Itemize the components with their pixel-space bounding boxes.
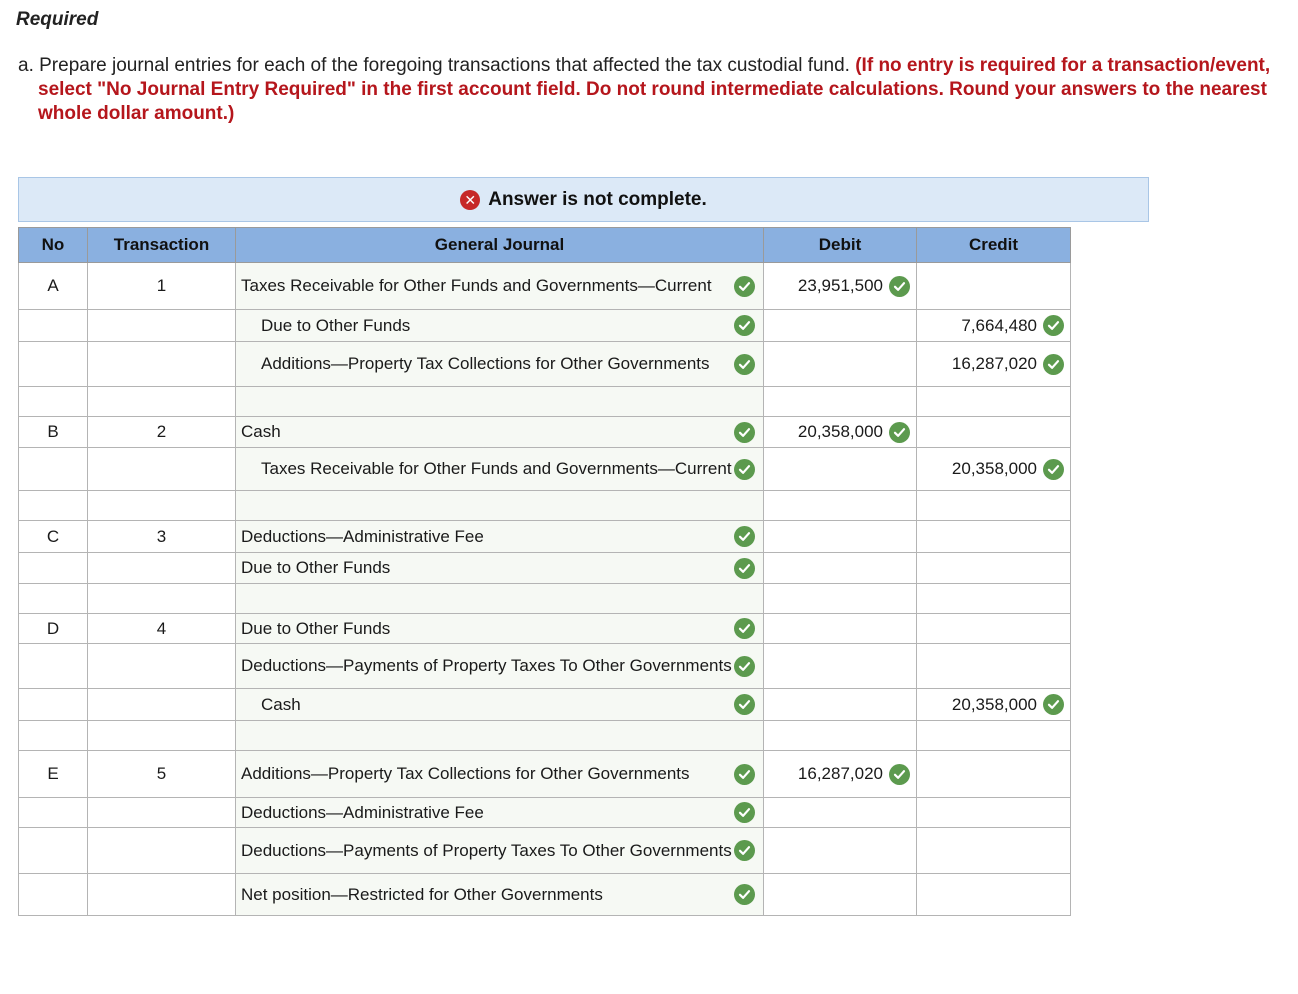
- answer-status-banner: [18, 177, 1149, 222]
- header-general-journal: General Journal: [236, 228, 764, 263]
- debit-input[interactable]: [764, 874, 917, 916]
- row-no: A: [19, 263, 88, 310]
- journal-row: [19, 614, 1071, 644]
- check-icon: [1043, 459, 1064, 480]
- credit-input[interactable]: [917, 417, 1071, 448]
- journal-row: [19, 263, 1071, 310]
- row-no: [19, 584, 88, 614]
- credit-input[interactable]: [917, 553, 1071, 584]
- account-name: Deductions—Administrative Fee: [241, 802, 484, 822]
- debit-amount: 23,951,500: [797, 276, 883, 295]
- account-name: Due to Other Funds: [241, 558, 391, 577]
- answer-status-text: Answer is not complete.: [488, 188, 707, 210]
- account-select[interactable]: [236, 828, 764, 874]
- credit-input[interactable]: [917, 644, 1071, 689]
- journal-header-row: [19, 228, 1071, 263]
- row-no: E: [19, 751, 88, 798]
- row-transaction: [88, 689, 236, 721]
- x-icon: ✕: [460, 190, 480, 210]
- credit-input[interactable]: [917, 751, 1071, 798]
- row-no: [19, 874, 88, 916]
- journal-row: [19, 310, 1071, 342]
- check-icon: [889, 422, 910, 443]
- journal-row: [19, 521, 1071, 553]
- journal-row: [19, 874, 1071, 916]
- credit-input[interactable]: [917, 448, 1071, 491]
- instructions-lead: a. Prepare journal entries for each of the foregoing transactions that affected the tax custodial fund.: [18, 55, 856, 76]
- credit-input[interactable]: [917, 798, 1071, 828]
- journal-row: [19, 448, 1071, 491]
- row-transaction: [88, 491, 236, 521]
- row-no: [19, 553, 88, 584]
- journal-row: [19, 491, 1071, 521]
- credit-input[interactable]: [917, 310, 1071, 342]
- account-select[interactable]: [236, 798, 764, 828]
- row-no: [19, 491, 88, 521]
- debit-input[interactable]: [764, 644, 917, 689]
- account-select[interactable]: [236, 263, 764, 310]
- account-name: Taxes Receivable for Other Funds and Governments—Current: [241, 276, 712, 295]
- row-no: [19, 310, 88, 342]
- header-no: No: [19, 228, 88, 263]
- instructions: [18, 54, 1280, 126]
- check-icon: [734, 459, 755, 480]
- row-transaction: [88, 721, 236, 751]
- credit-input[interactable]: [917, 874, 1071, 916]
- account-name: Deductions—Payments of Property Taxes To Other Governments: [241, 656, 732, 675]
- check-icon: [889, 764, 910, 785]
- journal-row: [19, 387, 1071, 417]
- account-name: Due to Other Funds: [241, 618, 391, 638]
- check-icon: [734, 526, 755, 547]
- debit-input[interactable]: [764, 521, 917, 553]
- journal-row: [19, 342, 1071, 387]
- row-transaction: 3: [88, 521, 236, 553]
- account-select[interactable]: [236, 387, 764, 417]
- row-transaction: 5: [88, 751, 236, 798]
- row-no: [19, 798, 88, 828]
- journal-row: [19, 584, 1071, 614]
- row-transaction: [88, 342, 236, 387]
- row-transaction: [88, 310, 236, 342]
- check-icon: [734, 802, 755, 823]
- debit-input[interactable]: [764, 689, 917, 721]
- debit-input[interactable]: [764, 584, 917, 614]
- row-no: [19, 721, 88, 751]
- row-transaction: 1: [88, 263, 236, 310]
- credit-input[interactable]: [917, 614, 1071, 644]
- row-no: [19, 644, 88, 689]
- row-transaction: [88, 553, 236, 584]
- row-no: [19, 387, 88, 417]
- account-select[interactable]: [236, 521, 764, 553]
- account-name: Taxes Receivable for Other Funds and Governments—Current: [261, 459, 732, 478]
- check-icon: [734, 764, 755, 785]
- row-transaction: [88, 387, 236, 417]
- account-name: Deductions—Payments of Property Taxes To Other Governments: [241, 840, 732, 860]
- account-select[interactable]: [236, 614, 764, 644]
- debit-input[interactable]: [764, 721, 917, 751]
- debit-input[interactable]: [764, 342, 917, 387]
- instructions-emphasis: (If no entry is required for a transaction/event, select "No Journal Entry Required" in the first account field. Do not round intermediate calculations. Round your answers to the nearest whole dollar amount.): [38, 55, 1271, 124]
- check-icon: [889, 276, 910, 297]
- row-transaction: [88, 448, 236, 491]
- journal-row: [19, 689, 1071, 721]
- check-icon: [734, 276, 755, 297]
- account-select[interactable]: [236, 584, 764, 614]
- row-no: [19, 689, 88, 721]
- row-transaction: 4: [88, 614, 236, 644]
- account-select[interactable]: [236, 417, 764, 448]
- debit-input[interactable]: [764, 751, 917, 798]
- credit-input[interactable]: [917, 828, 1071, 874]
- check-icon: [734, 558, 755, 579]
- check-icon: [734, 354, 755, 375]
- check-icon: [1043, 694, 1064, 715]
- account-select[interactable]: [236, 310, 764, 342]
- check-icon: [734, 618, 755, 639]
- account-select[interactable]: [236, 491, 764, 521]
- row-no: D: [19, 614, 88, 644]
- journal-row: [19, 721, 1071, 751]
- credit-input[interactable]: [917, 263, 1071, 310]
- debit-input[interactable]: [764, 310, 917, 342]
- header-debit: Debit: [764, 228, 917, 263]
- journal-row: [19, 644, 1071, 689]
- check-icon: [1043, 315, 1064, 336]
- credit-amount: 7,664,480: [961, 315, 1037, 335]
- check-icon: [734, 840, 755, 861]
- credit-amount: 16,287,020: [951, 354, 1037, 373]
- credit-input[interactable]: [917, 689, 1071, 721]
- check-icon: [734, 422, 755, 443]
- account-select[interactable]: [236, 553, 764, 584]
- header-credit: Credit: [917, 228, 1071, 263]
- debit-input[interactable]: [764, 491, 917, 521]
- row-no: [19, 448, 88, 491]
- row-no: B: [19, 417, 88, 448]
- row-transaction: 2: [88, 417, 236, 448]
- credit-input[interactable]: [917, 521, 1071, 553]
- row-transaction: [88, 828, 236, 874]
- debit-input[interactable]: [764, 387, 917, 417]
- row-transaction: [88, 584, 236, 614]
- account-select[interactable]: [236, 689, 764, 721]
- account-name: Additions—Property Tax Collections for Other Governments: [261, 354, 710, 373]
- row-transaction: [88, 644, 236, 689]
- account-select[interactable]: [236, 751, 764, 798]
- check-icon: [734, 884, 755, 905]
- debit-input[interactable]: [764, 828, 917, 874]
- journal-row: [19, 417, 1071, 448]
- debit-input[interactable]: [764, 263, 917, 310]
- credit-input[interactable]: [917, 491, 1071, 521]
- row-no: [19, 342, 88, 387]
- credit-input[interactable]: [917, 584, 1071, 614]
- debit-input[interactable]: [764, 417, 917, 448]
- check-icon: [1043, 354, 1064, 375]
- account-select[interactable]: [236, 448, 764, 491]
- journal-row: [19, 553, 1071, 584]
- row-transaction: [88, 874, 236, 916]
- account-name: Cash: [261, 694, 301, 714]
- account-select[interactable]: [236, 342, 764, 387]
- check-icon: [734, 694, 755, 715]
- debit-input[interactable]: [764, 614, 917, 644]
- row-no: [19, 828, 88, 874]
- credit-amount: 20,358,000: [951, 459, 1037, 478]
- debit-input[interactable]: [764, 448, 917, 491]
- account-name: Due to Other Funds: [261, 315, 411, 335]
- debit-amount: 16,287,020: [797, 764, 883, 783]
- check-icon: [734, 656, 755, 677]
- account-name: Deductions—Administrative Fee: [241, 526, 484, 546]
- account-name: Net position—Restricted for Other Governments: [241, 884, 603, 904]
- row-transaction: [88, 798, 236, 828]
- account-select[interactable]: [236, 644, 764, 689]
- journal-row: [19, 828, 1071, 874]
- check-icon: [734, 315, 755, 336]
- journal-row: [19, 798, 1071, 828]
- debit-amount: 20,358,000: [797, 422, 883, 441]
- credit-input[interactable]: [917, 721, 1071, 751]
- header-transaction: Transaction: [88, 228, 236, 263]
- debit-input[interactable]: [764, 553, 917, 584]
- account-select[interactable]: [236, 721, 764, 751]
- account-select[interactable]: [236, 874, 764, 916]
- row-no: C: [19, 521, 88, 553]
- debit-input[interactable]: [764, 798, 917, 828]
- credit-input[interactable]: [917, 387, 1071, 417]
- credit-amount: 20,358,000: [951, 694, 1037, 714]
- credit-input[interactable]: [917, 342, 1071, 387]
- required-heading: Required: [16, 9, 99, 30]
- journal-table: [18, 227, 1071, 916]
- account-name: Cash: [241, 422, 281, 441]
- journal-row: [19, 751, 1071, 798]
- account-name: Additions—Property Tax Collections for Other Governments: [241, 764, 690, 783]
